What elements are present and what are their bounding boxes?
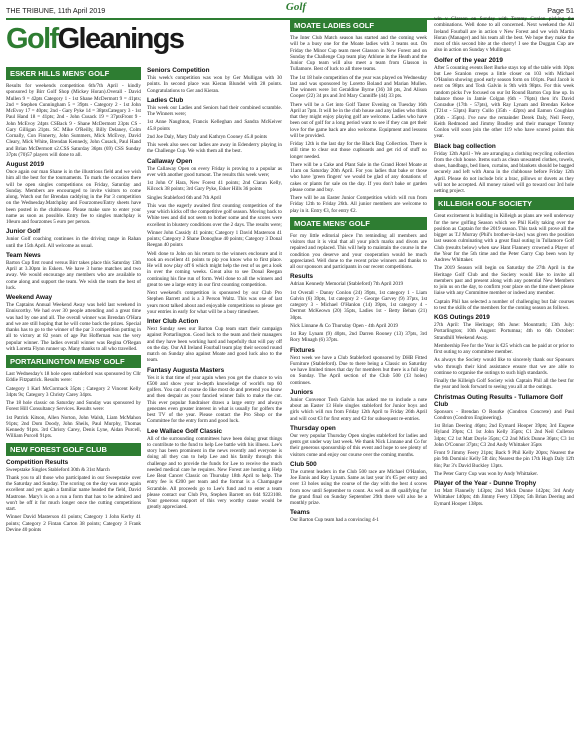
column-1: [6, 64, 141, 729]
article-paragraph: Well done to John on his return to the winners enclosure and it took an excellent 41 points to pip you know who to first place. He will now play off 6 which might help the rest of us get a look in over the coming weeks. Great also to see Donal Reegan continuing his fine run of form. Well done to all the winners and great to see a large entry in our first counting competition.: [147, 250, 282, 288]
masthead-date: THE TRIBUNE, 11th April 2019: [6, 6, 106, 15]
sub-heading: Club 500: [290, 460, 317, 468]
sub-heading: Ladies Club: [147, 96, 184, 104]
article-paragraph: 2nd Joe Daly, Mary Daly and Kathryn Cooney 45.8 points: [147, 133, 268, 140]
article-paragraph: 1st John O' Hara, New Forest 41 points; 2nd Ciaran Kelly, Kilcock 38 points; 3rd Gary Pyke, Esker Hills 36 points: [147, 180, 282, 193]
section-heading: MOATE MENS' GOLF: [290, 217, 427, 230]
sub-heading: Thursday open: [290, 424, 336, 432]
article-paragraph: Captain Phil has selected a number of challenging but fair courses to test the skills of the members for the coming season as follows.: [434, 298, 574, 311]
sub-heading: Fixtures: [290, 346, 315, 354]
column-3: [290, 16, 427, 729]
sub-heading: Team News: [6, 251, 41, 259]
article-paragraph: 1st Brian Deering 46pts; 2nd Eymard Hooper 39pts; 3rd Eugene Hyland 39pts; C1 1st John Kelly 35pts; C1 2nd Neil Culleton 34pts; C2 1st Matt Doyle 35pts; C2 2nd Mick Dunne 36pts; C3 1st John O'Connor 37pts; C3 2nd Andy Whittaker 35pts: [434, 423, 574, 448]
article-paragraph: Next Sunday sees our Barton Cup team start their campaign against Portarlington. Good luck to the team and their managers and they have been working hard and hopefully that will pay off on the day. Our All Ireland Fourball team play their second round match on Sunday also against Moate and good luck also to the team.: [147, 326, 282, 364]
article-paragraph: Once again our man Shane is in the illustrious field and we wish him all the best for the tournaments. To mark the occasion there will be open singles competitions on Friday, Saturday and Sunday. Members are encouraged to invite visitors to come along. Watch out for Brendan caddying in the Par 3 competition on the Wednesday.Matchplay and Fourzomes/Entry sheets have been posted in the clubhouse. Please make sure to enter your name as soon as possible. Entry fee to singles matchplay is 10euro and fourzomes 5 euro per person.: [6, 169, 141, 225]
article-paragraph: After 5 counting events Bert Burke stays top of the table with 10pts but Lee Scanlon creeps a little closer on 103 with Michael O'Hanlon showing good early season form on 101pts. Paul Jacob is next on 98pts and Tosh Galvin is 9th with 98pts. For this week random picks I've focused on our Ist Round Barton Cup line up. In balance those in Jamie Colgan (6th - 76pts) then it's David Conradue (17th - 57pts), with Ray Lynam and Brendan Kehoe (T21st - 53pts) Barry Cullo (35th - 42pts) and Eamon Coughlan (36th - 35pts). I've now the remainder Derek Daly, Neil Feery, Keith Redmond and Jimmy Bradley and their manager Tommy Conlon will soon join the other 119 who have scored points this year.: [434, 64, 574, 140]
column-2: [147, 64, 282, 729]
article-paragraph: Adrian Kennedy Memorial (Stableford) 7th April 2019: [290, 281, 404, 288]
article-paragraph: Membership Fee for the Year is €25 which can be paid at or prior to first outing to any committee member.: [434, 342, 574, 355]
sub-heading: Teams: [290, 509, 310, 517]
sub-heading: KGS Outings 2019: [434, 314, 490, 321]
sub-heading: Christmas Outing Results - Tullamore Golf Club: [434, 393, 563, 408]
article-paragraph: There will be a Get into Golf Taster Evening on Tuesday 16th April at 7pm. It will be in the club house and any ladies who think that they might enjoy playing golf are welcome. Ladies who have been out of golf for a long period want to see if they can get their love for the game back are also welcome. Equipment and lessons will be provided.: [290, 101, 427, 139]
article-paragraph: Junior Convenor Tosh Galvin has asked me to include a note about an Easter 13 Hole singles stableford for Junior boys and girls which will run from Friday 12th April to Friday 26th April and will cost €3 for first entry and €2 for subsequent re-entries.: [290, 396, 427, 422]
sub-heading: Inter Club Action: [147, 318, 199, 325]
article-paragraph: Singles Stableford 6th and 7th April: [147, 194, 222, 201]
article-paragraph: This week also sees our ladies are away in Edenderry playing in the Challenge Cup. We wish them all the best.: [147, 142, 282, 155]
sub-heading: Weekend Away: [6, 294, 53, 301]
page-number: Page 51: [547, 6, 574, 15]
section-heading: KILLEIGH GOLF SOCIETY: [434, 197, 574, 210]
article-paragraph: The Inter Club Match season has started and the coming week will be a busy one for the Moate ladies with 3 teams out. On Friday the Minor Cup team meet Glasson in New Forest and on Sunday the Challenge Cup team play Athlone in the Heath and the Junior Cup team will also meet a team from Glasson in Tullamore. Best of luck to all three teams.: [290, 35, 427, 73]
article-paragraph: 1st Ray Lynam (9) 40pts, 2nd Darren Rooney (13) 37pts, 3rd Rory Minagh (6) 37pts.: [290, 331, 427, 344]
article-paragraph: 1st Anne Naughton, Francis Kelleghan and Sandra McKeiver 45.8 points: [147, 119, 282, 132]
sub-heading: Seniors Competition: [147, 67, 210, 74]
article-paragraph: Next week we have a Club Stableford sponsored by DHB Fitted Furniture (Stableford). Due to there being a Classic on Saturday we have limited times that day for members but there is a full day on Sunday. The April section of the Club 500 (13 holes) continues.: [290, 354, 427, 386]
article-paragraph: Our Barton Cup team had a convincing 4-1: [290, 517, 379, 524]
article-paragraph: Our very popular Thursday Open singles stableford for ladies and gents got under way last week. We thank Nick Linnane and Co for their generous sponsorship of this event and hope to see plenty of visitors come and enjoy our course over the coming months.: [290, 432, 427, 458]
page-title-part2: Gleanings: [57, 23, 184, 55]
section-heading: NEW FOREST GOLF CLUB: [6, 443, 141, 456]
article-paragraph: 1st Overall - Danny Conlon (24) 39pts, 1st category 1 - Liam Galvin (6) 39pts, 1st category 2 - George Garvey (9) 37pts, 1st category 3 - Michael O'Hanlon (14) 39pts, 1st category 4 - Dermot McKeown (20) 35pts, Ladies 1st - Betty Behan (21) 30pts.: [290, 289, 427, 321]
article-paragraph: Junior Golf coaching continues in the driving range in Rahan until the 15th April. All welcome as usual.: [6, 236, 141, 249]
article-paragraph: Winner David Masterson 41 points; Category 1 John Kerby 41 points; Category 2 Fintan Carton 38 points; Category 3 Frank Devine 40 points: [6, 514, 141, 533]
article-paragraph: Great excitement is building in Killeigh as plans are well underway for the new golfing Season which we Phil Kelly taking over the position as Captain for the 2019 season. This task will prove all the bigger as T.J Murray (Phil's brother-in-law) was given the position last season culminating with a great final outing in Tullamore Golf Club (results below) when saw Hant Flannery crowned a Player of the Year for the 5th time and the Peter Garry Cup been won by Andrew Whittaker.: [434, 213, 574, 263]
article-paragraph: Friday 12th is the last day for the Black Bag Collection. There is still time to clear out those cupboards and get rid of stuff no longer needed.: [290, 141, 427, 160]
article-paragraph: Sponsors - Brendan O Rourke (Condron Concrete) and Paul Condron (Condron Engineering).: [434, 408, 574, 421]
article-paragraph: Winner John Cassidy 41 points; Category 1 David Masterson 41 points; Category 2 Shane Donoghue 40 points; Category 3 Donal Reegan 40 points: [147, 229, 282, 249]
article-paragraph: 27th April: The Heritage; 8th June: Mountrath; 13th July: Portarlington; 10th August: Portumna; 4th to 6th October: Strandhill Weekend Away.: [434, 322, 574, 341]
article-paragraph: Yes it is that time of year again when you get the chance to win €500 and show your in-depth knowledge of world's top 60 golfers. You can of course do like most do and pretend you know and then despair as your fancied winner fails to make the cut. This ever popular fundraiser draws a large entry and always generates even greater interest in what is usually for golfers the best TV of the year. Please contact the Pro Shop or the Committee for the entry form and good luck.: [147, 374, 282, 425]
article-paragraph: As always the Society would like to sincerely thank our Sponsors who through their kind assistance ensure that we are able to continue to organise the outings to such high standards.: [434, 357, 574, 376]
article-paragraph: 1st Patrick Kitson, Allen Norton, John Walsh, Liam McMahon 91pts; 2nd Dom Doody, John Sheils, Paul Murphy, Thomas Kennedy 91pts. 3rd Christy Carey, Denis Lyne, Aidan Purcell, William Purcell 91pts.: [6, 414, 141, 440]
article-paragraph: 1st Matt Flannelly 143pts; 2nd Mick Dunne 142pts; 3rd Andy Whittaker 140pts; 4th Jimmy Feery 139pts; 5th Brian Deering and Eymard Hooper 138pts.: [434, 488, 574, 507]
sub-heading: Junior Golf: [6, 228, 41, 236]
article-paragraph: Sweepstake Singles Stableford 30th & 31st March: [6, 466, 110, 473]
article-paragraph: The 18 hole classic on Saturday and Sunday was sponsored by Forest Hill Consultancy Services. Results were:: [6, 400, 141, 413]
section-heading: PORTARLINGTON MENS' GOLF: [6, 355, 141, 368]
article-paragraph: There will be a Cake and Plant Sale in the Grand Hotel Moate at 11am on Saturday 20th April. For you ladies that bake or those who have 'green fingers' we would be glad of any donations of cakes or plants for sale on the day. If you don't bake or garden please come and buy.: [290, 161, 427, 193]
article-paragraph: Last Wednesday's 18 hole open stableford was sponsored by Cllr Eddie Fitzpatrick. Results were:: [6, 371, 141, 384]
section-heading: ESKER HILLS MENS' GOLF: [6, 67, 141, 80]
article-paragraph: Barton Cup first round versus Birr takes place this Saturday 13th April at 3.30pm in Eskers. We have 3 home matches and two away. We would encourage any members who are available to come along and support the team. We wish the team the best of luck.: [6, 259, 141, 291]
article-paragraph: Nick Linnane & Co Thursday Open - 4th April 2019: [290, 322, 398, 329]
article-paragraph: The Captains Annual Weekend Away was held last weekend in Enniscorthy. We had over 30 people attending and a great time was had by one and all. The overall winner was Brendan O'Hara and we are still hoping that he will come back the prizes. Special thanks has to go to the winner of the par 3 competition putting in all to victory at 82 years of age Pat Hoffernan was the very popular winner. The ladies overall winner was Regina O'Regan with Loretta Flynn runner up. Many thanks to all who travelled.: [6, 302, 141, 352]
article-paragraph: For my little editorial piece I'm reminding all members and visitors that it is vital that all your pitch marks and divots are repaired and replaced. This will help to maintain the course in the condition you deserve and your cooperation would be much appreciated. Well done to the recent prize winners and thanks to all our sponsors and participants in our recent competitions.: [290, 232, 427, 270]
sub-heading: August 2019: [6, 161, 45, 168]
article-paragraph: The current leaders in the Club 500 race are Michael O'Hanlon, Joe Ennis and Ray Lynam. Same as last year it's €5 per entry and over 13 holes using the course of the day with the best 4 scores from now until September to count. As well as 48 qualifying for the grand final on Sunday September 29th there will also be a monthly prize.: [290, 468, 427, 506]
article-paragraph: Friday 12th April - We are arranging a clothing recycling collection from the club house. Items such as clean unwanted clothes, towels, shoes, handbags, bed linen, curtains, and blankets should be bagged securely and left with Anna in the clubhouse before Friday 12th April. Please do not include bric a brac, pillows or duvets as they will not be accepted. All money raised will go toward our 3rd hole netting project.: [434, 150, 574, 194]
sub-heading: Results: [290, 273, 314, 281]
article-paragraph: The 2019 Season will begin on Saturday the 27th April in the Heritage Golf Club and the Society would like to invite all members past and present along with any potential New Members to join us on the day, to confirm your place on the time sheet please liaise with any Committee member or indeed any member.: [434, 265, 574, 297]
article-paragraph: All of the surrounding committees have been doing great things to contribute to the fund to help Lee battle with his illness. Lee's story has been prominent in the news recently and everyone is doing all they can to help Lee and his family through this challenge and to provide the funds for Lee to receive the much needed medical care he requires. New Forest are hosting a Help Lee Beat Cancer Classic on Thursday 18th April to help. The entry fee is €200 per team and the format is a Champagne Scramble. All proceeds go to Lee's fund and to enter a team please contact our Club Pro, Stephen Barrett on 044 9223108. Your generous support of this very worthy cause would be greatly appreciated.: [147, 435, 282, 511]
article-paragraph: There will be an Easter Junior Competition which will run from Friday 12th to Friday 26th. All junior members are welcome to play in it. Entry €3, for entry €2.: [290, 195, 427, 214]
sub-heading: Callaway Open: [147, 157, 193, 165]
article-paragraph: This week our Ladies and Seniors had their combined scramble. The Winners were;: [147, 104, 282, 117]
sub-heading: Black bag collection: [434, 142, 496, 150]
article-paragraph: The Callaway Open on every Friday is proving to a popular as ever with another good turnout. The results this week were;: [147, 165, 282, 178]
sub-heading: Lee Wallace Golf Classic: [147, 427, 223, 435]
column-4: [434, 16, 574, 729]
article-paragraph: The Peter Garry Cup was won by Andy Whittaker.: [434, 470, 538, 477]
sub-heading: Player of the Year - Dunne Trophy: [434, 480, 537, 487]
page-title-part1: Golf: [6, 23, 58, 55]
sub-heading: Golfer of the year 2019: [434, 56, 503, 64]
article-paragraph: Thank you to all those who participated in our Sweepstake over the Saturday and Sunday. The scoring on the day was once again excellent and yet again a familiar name headed the field, David Mastrone. Mary's is on a run a form that has to be admired and won't be off it for much longer once the cutting competitions start.: [6, 474, 141, 512]
sub-heading: Fantasy Augusta Masters: [147, 366, 225, 374]
section-heading: MOATE LADIES GOLF: [290, 19, 427, 32]
article-paragraph: Front 9 Jimmy Feery 21pts; Back 9 Phil Kelly 20pts; Nearest the pin 9th Dominic Kelly 5ft 4in; Nearest the pin 17th Hugh Daly 12ft 8in; Par 3's David Buckley 13pts.: [434, 450, 574, 469]
sub-heading: Juniors: [290, 388, 314, 396]
article-paragraph: This was the eagerly awaited first counting competition of the year which kicks off the competitive golf season. Moving back to White tees and did not seem to bother some and the scores were excellent in blustery conditions over the 2 days. The results were;: [147, 202, 282, 228]
page-title: [6, 23, 184, 55]
article-paragraph: Category 1 Karl McCormack 35pts ; Category 2 Vincent Kelly 34pts 9s; Category 3 Christy Carey 34pts.: [6, 385, 141, 398]
article-paragraph: win v Glasson on Sunday with Tommy Conlon picking the combinations. Well done to all concerned. Next weekend the All Ireland Fourball are in action v New Forest and we wish Martin Horan (Manager) and his team all the best. We hope they make the most of this second bite at the cherry! I see the Duggan Cup are also in action on Sunday v Mullingar.: [434, 16, 574, 54]
article-paragraph: The 1st 18 hole competition of the year was played on Wednesday last and was sponsored by Loretto Boland and Marian Mullen. The winners were 1st Geraldine Byrne (36) 38 pts, 2nd Alison Cooper (22) 34 pts and 3rd Mary Cunniffe (44) 33 pts.: [290, 74, 427, 100]
article-paragraph: Finally the Killeigh Golf Society wish Captain Phil all the best for the year and look forward to seeing you all at the outings.: [434, 378, 574, 391]
sub-heading: Competition Results: [6, 458, 69, 466]
article-paragraph: Next weekend's competition is sponsored by our Club Pro Stephen Barrett and is a 3 Person Waltz. This was one of last years most talked about and enjoyable competitions so please get your entries in early for what will be a busy timesheet.: [147, 290, 282, 315]
article-paragraph: Results for weekends competition 6th/7th April - kindly sponsored by Birr Golf Shop (Mickey Horan).Overall - David Mullen 9 = 42pts Category 1 - 1st Shane McDermott 9 = 41pts; 2nd = Stephen Cunningham 5 = 39pts - Category 2 - 1st John McEvoy 17 = 40pts; 2nd - Gary Pyke 14 = 38ptsCategory 3 - 1st Paul Hand 18 = 41pts; 2nd - John Cusack 19 = 37ptsFront 9 - John McEvoy 24pts CSBack 9 - Shane McDermott 23pts CS - Gary Gilligan 21pts. SC Mike O'Reilly, Billy Delaney, Colm Cornally, Con Finnerty, John Summers, Mick McEvoy, David Cleary, Mick White, Brendan Kennedy, John Cusack, Paul Hand and Brian McDermott s2.CSS Saturday 36pts (69) CSS Sunday 37pts (70)57 players will done to all.: [6, 83, 141, 158]
article-paragraph: This week's competition was won by Ger Mulligan with 30 points. In second place was Kieran Blundel with 28 points. Congratulations to Ger and Kieran.: [147, 75, 282, 94]
section-label: Golf: [285, 1, 307, 13]
